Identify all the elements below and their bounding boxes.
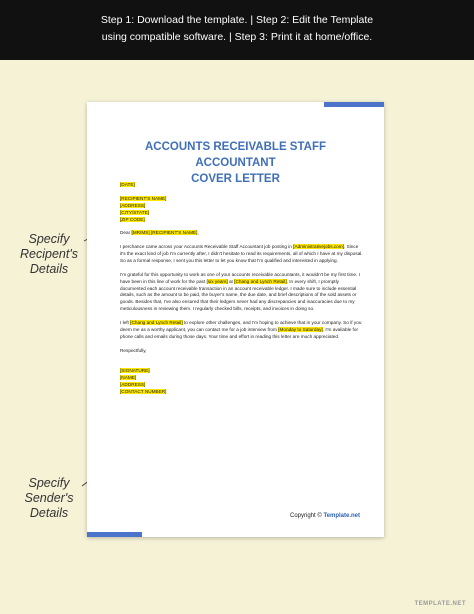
availability-field: [Monday to Saturday] bbox=[278, 326, 323, 332]
template-net-watermark: TEMPLATE.NET bbox=[414, 601, 466, 607]
date-field: [DATE] bbox=[120, 182, 135, 187]
accent-bar-bottom bbox=[87, 532, 142, 537]
closing: Respectfully, bbox=[120, 347, 147, 353]
sender-name-field: [NAME] bbox=[120, 375, 137, 381]
recipient-label-line-1: Specify bbox=[28, 232, 70, 246]
company-field: [Chang and Lynch Retail] bbox=[234, 278, 287, 284]
document-title bbox=[107, 139, 364, 187]
signature-field: [SIGNATURE] bbox=[120, 368, 150, 374]
sender-label-line-3: Details bbox=[29, 506, 69, 520]
recipient-city-field: [CITY/STATE] bbox=[120, 209, 149, 215]
paragraph-3: I left [Chang and Lynch Retail] to explore other challenges, and I'm hoping to achieve that in your company. So if you deem me as a worthy applicant, you can contact me for a job interview from [Monday to Saturday]. I'm available for phone calls and emails during those days. Your time and effort in reading this letter are much appreciated. bbox=[120, 320, 362, 339]
instructions-line-2: using compatible software. | Step 3: Print it at home/office. bbox=[101, 31, 373, 43]
recipient-label-line-2: Recipent's bbox=[20, 247, 78, 261]
salutation-field: [MR/MS] [RECIPIENT'S NAME] bbox=[131, 230, 198, 236]
instructions-banner bbox=[0, 0, 474, 60]
instructions-line-1: Step 1: Download the template. | Step 2: Edit the Template bbox=[100, 14, 374, 26]
recipient-name-field: [RECIPIENT'S NAME] bbox=[120, 195, 167, 201]
company-field-2: [Chang and Lynch Retail] bbox=[130, 320, 183, 326]
letter-body bbox=[120, 182, 363, 396]
paragraph-1: I perchance came across your Accounts Receivable Staff Accountant job posting in [Administrativejobs.com]. Since it's the exact kind of job I'm currently after, I didn't hesitate to read its requirements, all of which I have at my disposal. So as a formal response, I sent you this letter to let you know that I'm qualified and interested in applying. bbox=[120, 244, 363, 263]
years-field: [six years] bbox=[206, 278, 228, 284]
salutation: Dear [MR/MS] [RECIPIENT'S NAME], bbox=[120, 230, 199, 236]
title-line-1: ACCOUNTS RECEIVABLE STAFF ACCOUNTANT bbox=[144, 141, 327, 169]
job-site-field: [Administrativejobs.com] bbox=[293, 244, 345, 250]
recipient-label-line-3: Details bbox=[29, 262, 69, 276]
title-line-2: COVER LETTER bbox=[191, 173, 280, 185]
accent-bar-top bbox=[324, 102, 384, 107]
specify-recipient-label bbox=[14, 232, 84, 277]
sender-label-line-1: Specify bbox=[28, 476, 70, 490]
contact-number-field: [CONTACT NUMBER] bbox=[120, 389, 167, 395]
sender-address-field: [ADDRESS] bbox=[120, 382, 146, 388]
specify-sender-label bbox=[14, 476, 84, 521]
recipient-address-field: [ADDRESS] bbox=[120, 202, 146, 208]
copyright-brand: Template.net bbox=[323, 513, 361, 519]
paragraph-2: I'm grateful for this opportunity to work as one of your accounts receivable accountants, it wouldn't be my first time. I have been in this line of work for the past [six years] at [Chang and Lynch Retail]. In every shift, I promptly documented each account receivable transaction in an account receivable ledger. I made sure to include essential details, such as the amount to be paid, the buyer's name, the due date, and brief descriptions of the sold assets or goods. Besides that, I've also ensured that their ledgers never had any discrepancies and inaccuracies due to my meticulousness in reviewing them. I regularly checked bills, receipts, and invoices in doing so. bbox=[120, 271, 360, 312]
recipient-zip-field: [ZIP CODE] bbox=[120, 216, 145, 222]
letter-document bbox=[87, 102, 384, 537]
copyright-notice: Copyright © Template.net bbox=[290, 513, 361, 519]
sender-label-line-2: Sender's bbox=[24, 491, 74, 505]
